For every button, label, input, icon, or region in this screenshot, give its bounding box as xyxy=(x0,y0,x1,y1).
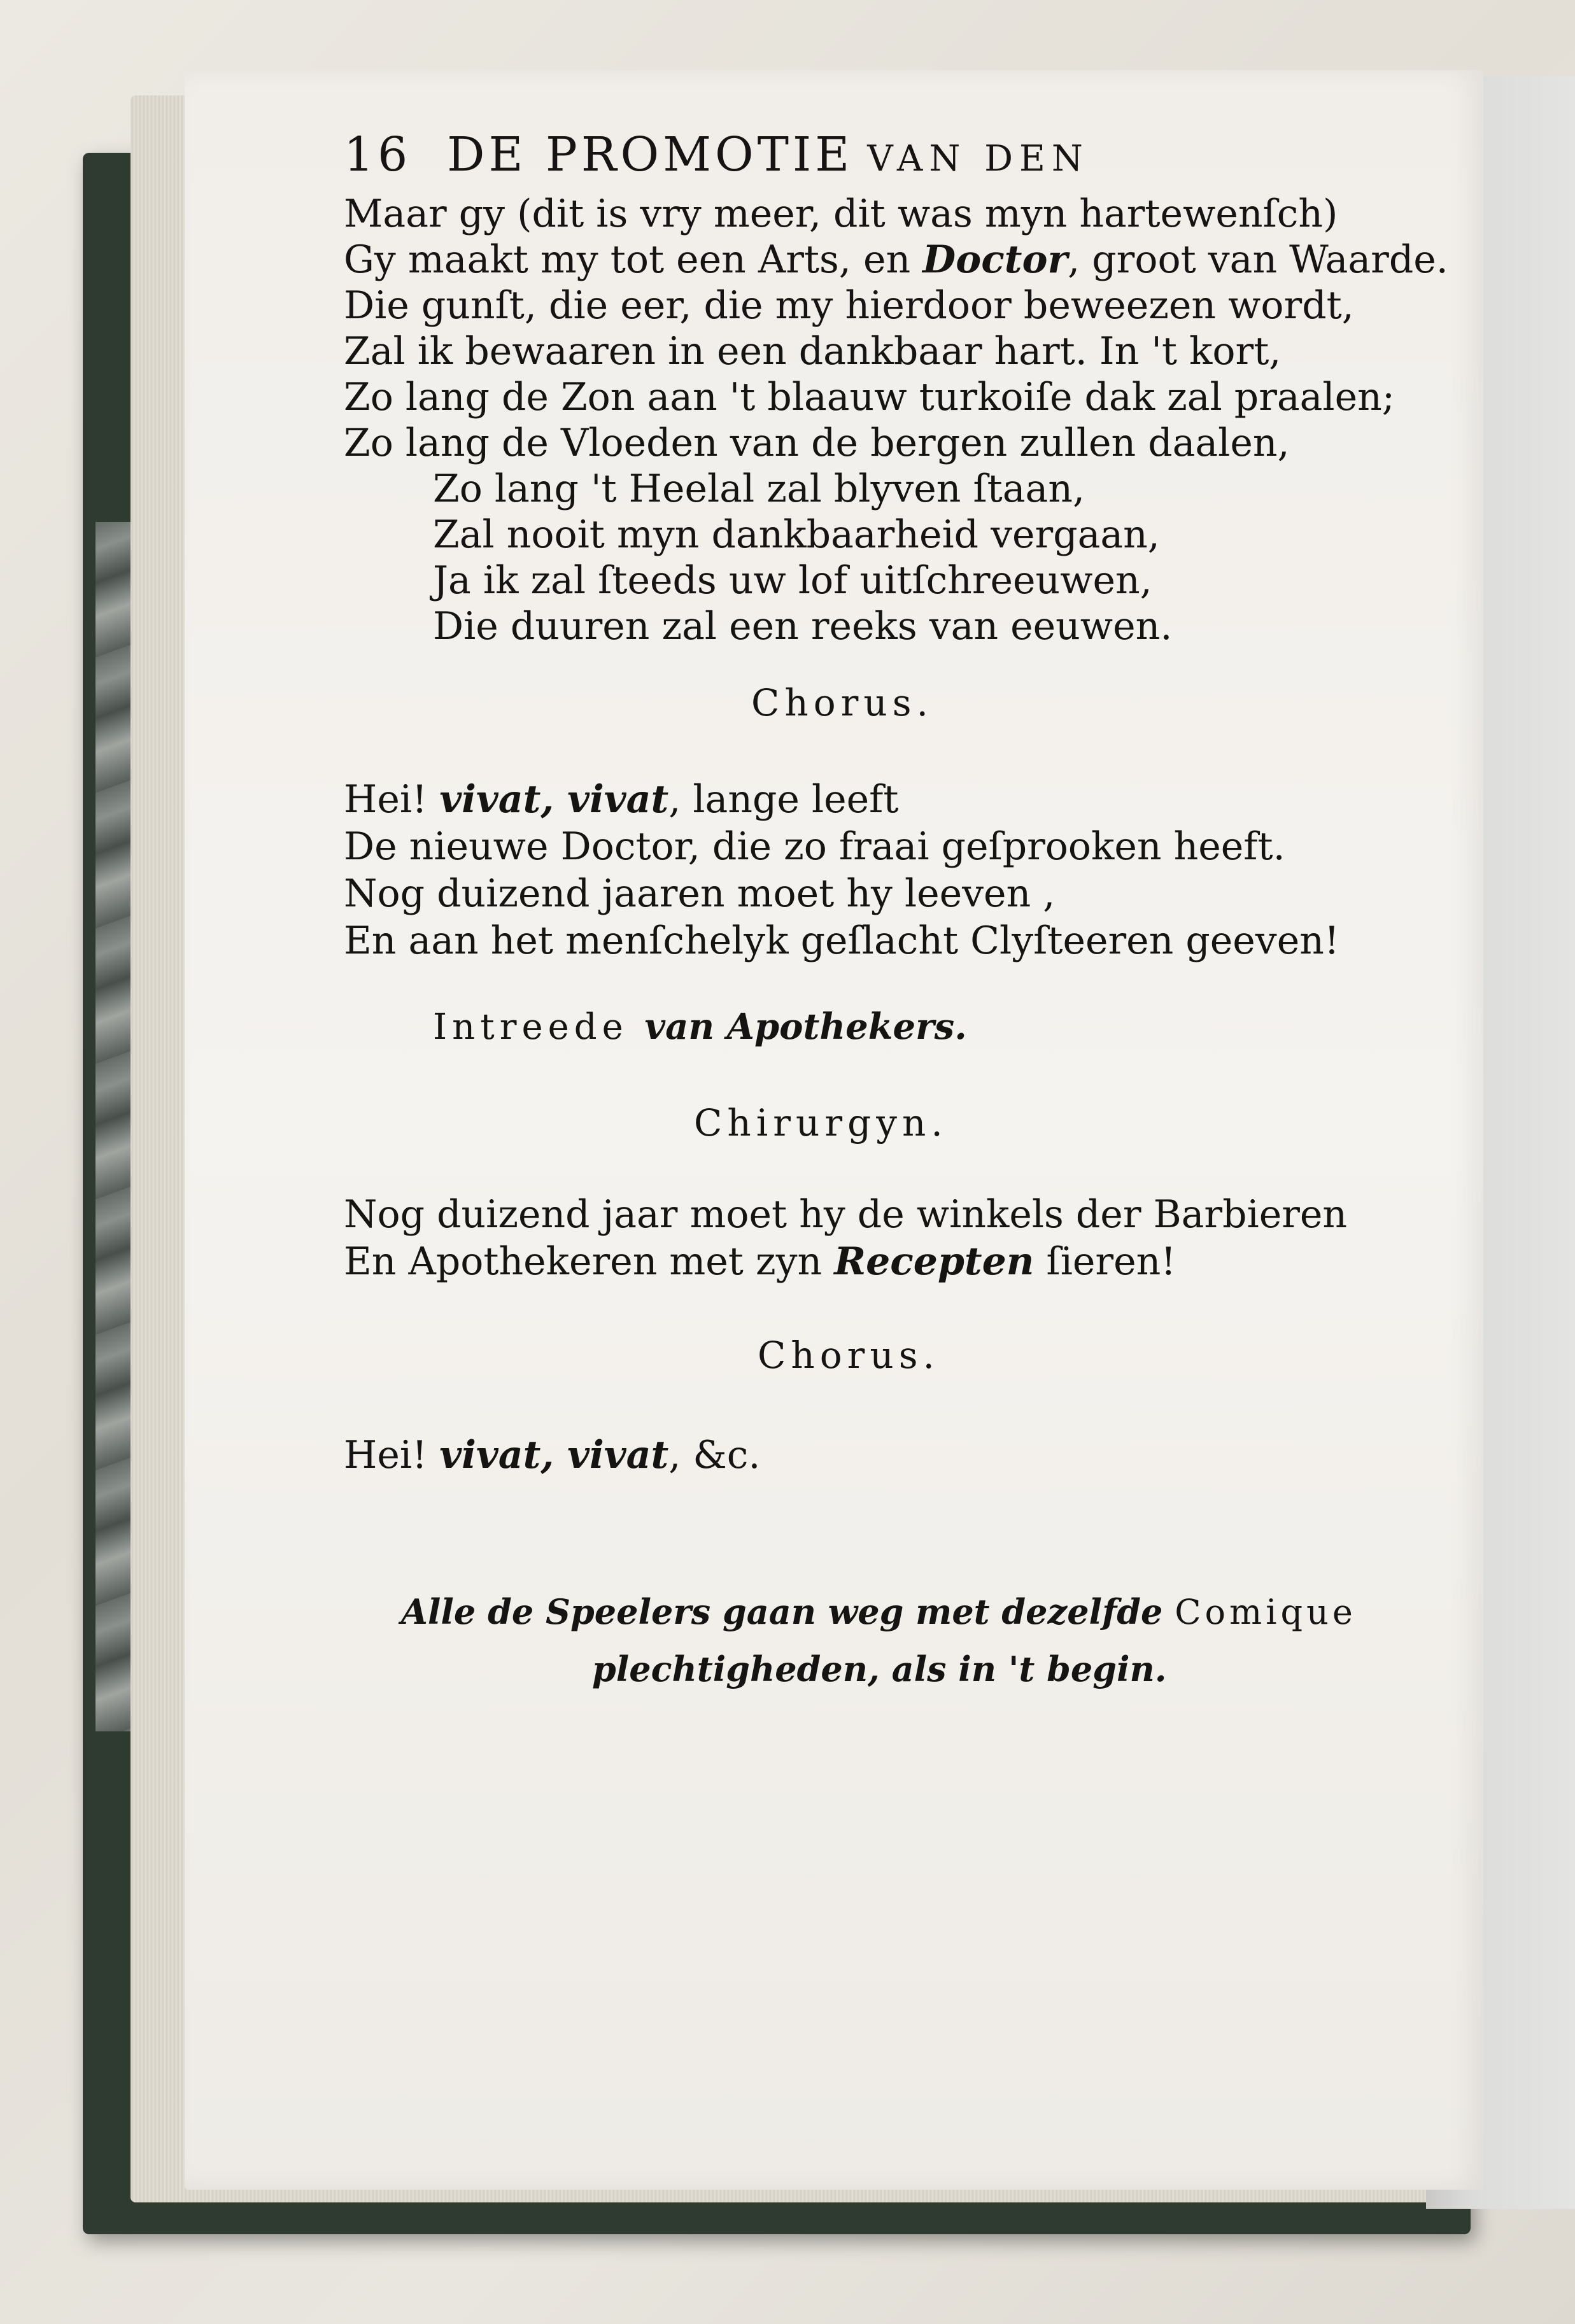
running-head-title: DE PROMOTIE xyxy=(447,127,854,182)
verse-line: Ja ik zal ſteeds uw lof uitſchreeuwen, xyxy=(433,558,1152,603)
running-head-title-cont: VAN DEN xyxy=(867,138,1089,180)
chorus-heading: Chorus. xyxy=(758,1334,940,1377)
stage-direction: Alle de Speelers gaan weg met dezelfde Comique xyxy=(401,1591,1357,1632)
verse-line: En Apothekeren met zyn Recepten ſieren! xyxy=(344,1239,1176,1284)
verse-line: Die gunſt, die eer, die my hierdoor beweezen wordt, xyxy=(344,283,1354,328)
speaker-heading: Chirurgyn. xyxy=(694,1101,948,1144)
verse-line: Gy maakt my tot een Arts, en Doctor, groot van Waarde. xyxy=(344,237,1448,282)
verse-line: Nog duizend jaar moet hy de winkels der Barbieren xyxy=(344,1192,1348,1237)
verse-line: Hei! vivat, vivat, &c. xyxy=(344,1433,761,1477)
verse-line: Zal ik bewaaren in een dankbaar hart. In 't kort, xyxy=(344,329,1282,374)
verse-line: Nog duizend jaaren moet hy leeven , xyxy=(344,871,1056,916)
verse-line: Zo lang de Zon aan 't blaauw turkoiſe dak zal praalen; xyxy=(344,375,1395,419)
verse-line: De nieuwe Doctor, die zo fraai geſprooken heeft. xyxy=(344,824,1285,869)
verse-line: Maar gy (dit is vry meer, dit was myn hartewenſch) xyxy=(344,192,1338,236)
verse-line: Zo lang 't Heelal zal blyven ſtaan, xyxy=(433,467,1085,511)
verse-line: Zo lang de Vloeden van de bergen zullen daalen, xyxy=(344,421,1290,465)
verse-line: Die duuren zal een reeks van eeuwen. xyxy=(433,604,1173,649)
stage-direction: plechtigheden, als in 't begin. xyxy=(592,1649,1167,1689)
verse-line: En aan het menſchelyk geſlacht Clyſteeren geeven! xyxy=(344,919,1339,963)
verse-line: Hei! vivat, vivat, lange leeft xyxy=(344,777,899,822)
stage-direction: Intreede van Apothekers. xyxy=(433,1006,967,1048)
verse-line: Zal nooit myn dankbaarheid vergaan, xyxy=(433,512,1160,557)
page-number: 16 xyxy=(344,127,412,182)
running-head xyxy=(344,127,1089,182)
chorus-heading: Chorus. xyxy=(751,681,933,724)
